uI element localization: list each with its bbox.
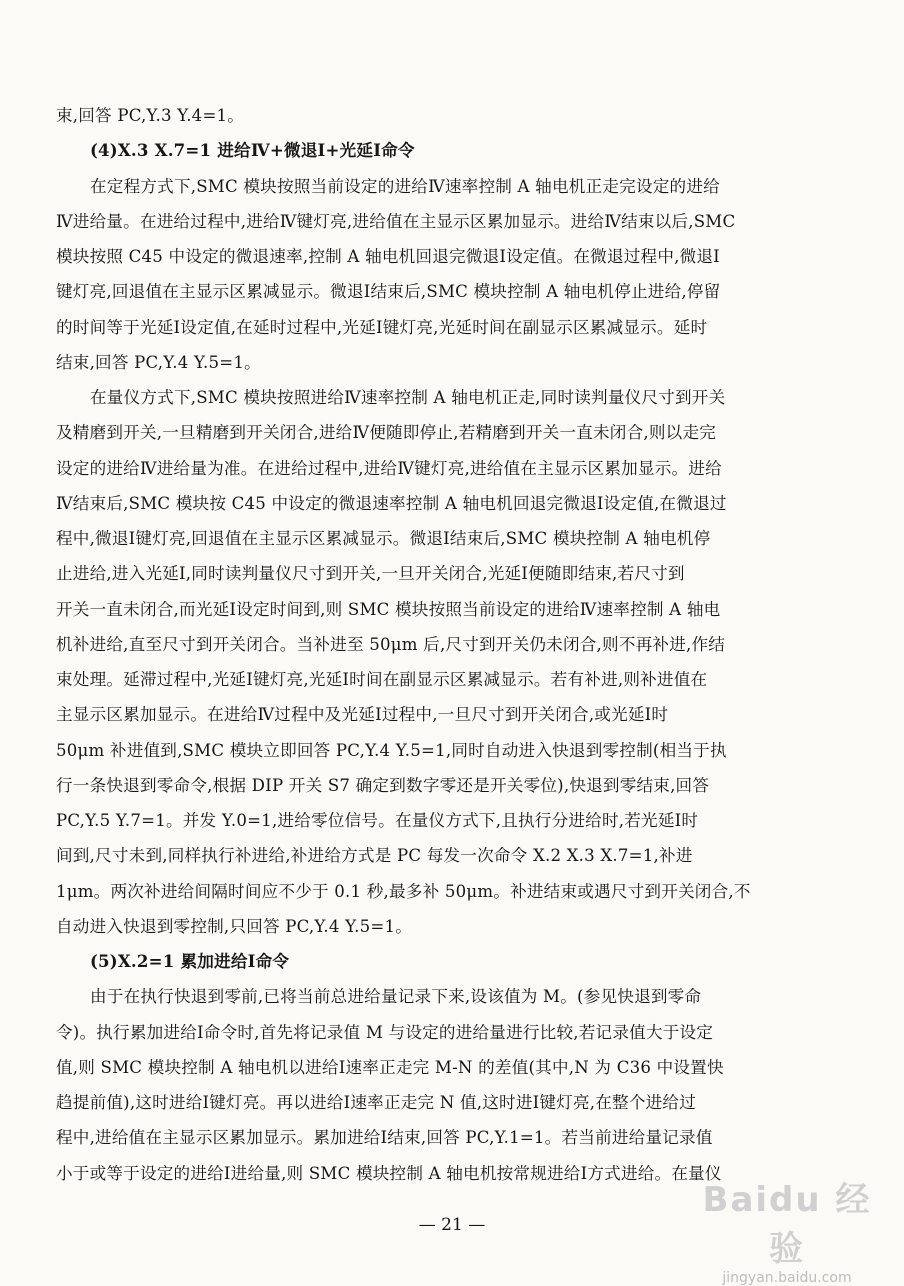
text-line-10: 及精磨到开关,一旦精磨到开关闭合,进给Ⅳ便随即停止,若精磨到开关一直未闭合,则以走完 — [56, 423, 717, 443]
section-heading-5: (5)X.2=1 累加进给Ⅰ命令 — [90, 951, 290, 971]
text-line-22: 间到,尺寸未到,同样执行补进给,补进给方式是 PC 每发一次命令 X.2 X.3 X.7=1,补进 — [56, 846, 693, 866]
text-line-3: 在定程方式下,SMC 模块按照当前设定的进给Ⅳ速率控制 A 轴电机正走完设定的进给 — [90, 176, 720, 196]
watermark — [692, 1172, 882, 1286]
text-line-11: 设定的进给Ⅳ进给量为准。在进给过程中,进给Ⅳ键灯亮,进给值在主显示区累加显示。进给 — [56, 458, 722, 478]
text-line-7: 的时间等于光延Ⅰ设定值,在延时过程中,光延Ⅰ键灯亮,光延时间在副显示区累减显示。延时 — [56, 317, 708, 337]
text-line-17: 束处理。延滞过程中,光延Ⅰ键灯亮,光延Ⅰ时间在副显示区累减显示。若有补进,则补进值在 — [56, 670, 708, 689]
document-page — [56, 98, 846, 1191]
text-line-31: 小于或等于设定的进给Ⅰ进给量,则 SMC 模块控制 A 轴电机按常规进给Ⅰ方式进给。在量仪 — [56, 1163, 722, 1183]
text-line-8: 结束,回答 PC,Y.4 Y.5=1。 — [56, 352, 261, 372]
watermark-logo: Baidu 经验 — [702, 1180, 872, 1269]
text-line-18: 主显示区累加显示。在进给Ⅳ过程中及光延Ⅰ过程中,一旦尺寸到开关闭合,或光延Ⅰ时 — [56, 705, 669, 725]
page-number: — 21 — — [418, 1215, 486, 1235]
text-line-14: 止进给,进入光延Ⅰ,同时读判量仪尺寸到开关,一旦开关闭合,光延Ⅰ便随即结束,若尺寸到 — [56, 564, 685, 584]
text-line-27: 令)。执行累加进给Ⅰ命令时,首先将记录值 M 与设定的进给量进行比较,若记录值大于设定 — [56, 1022, 714, 1042]
text-line-30: 程中,进给值在主显示区累加显示。累加进给Ⅰ结束,回答 PC,Y.1=1。若当前进给量记录值 — [56, 1128, 713, 1148]
watermark-url: jingyan.baidu.com — [722, 1270, 852, 1286]
text-line-26: 由于在执行快退到零前,已将当前总进给量记录下来,设该值为 M。(参见快退到零命 — [90, 987, 702, 1007]
text-line-23: 1μm。两次补进给间隔时间应不少于 0.1 秒,最多补 50μm。补进结束或遇尺寸到开关闭合,不 — [56, 881, 751, 901]
text-line-29: 趋提前值),这时进给Ⅰ键灯亮。再以进给Ⅰ速率正走完 N 值,这时进Ⅰ键灯亮,在整个进给过 — [56, 1093, 697, 1112]
text-line-13: 程中,微退Ⅰ键灯亮,回退值在主显示区累减显示。微退Ⅰ结束后,SMC 模块控制 A 轴电机停 — [56, 529, 711, 548]
text-line-1: 束,回答 PC,Y.3 Y.4=1。 — [56, 106, 245, 125]
text-line-5: 模块按照 C45 中设定的微退速率,控制 A 轴电机回退完微退Ⅰ设定值。在微退过程中,微退Ⅰ — [56, 247, 720, 266]
text-line-15: 开关一直未闭合,而光延Ⅰ设定时间到,则 SMC 模块按照当前设定的进给Ⅳ速率控制 A 轴电 — [56, 599, 721, 619]
text-line-19: 50μm 补进值到,SMC 模块立即回答 PC,Y.4 Y.5=1,同时自动进入快退到零控制(相当于执 — [56, 740, 727, 760]
text-line-6: 键灯亮,回退值在主显示区累减显示。微退Ⅰ结束后,SMC 模块控制 A 轴电机停止进给,停留 — [56, 282, 721, 302]
text-line-21: PC,Y.5 Y.7=1。并发 Y.0=1,进给零位信号。在量仪方式下,且执行分进给时,若光延Ⅰ时 — [56, 811, 699, 830]
text-line-12: Ⅳ结束后,SMC 模块按 C45 中设定的微退速率控制 A 轴电机回退完微退Ⅰ设定值,在微退过 — [56, 493, 727, 513]
section-heading-4: (4)X.3 X.7=1 进给Ⅳ+微退Ⅰ+光延Ⅰ命令 — [90, 140, 415, 161]
text-line-4: Ⅳ进给量。在进给过程中,进给Ⅳ键灯亮,进给值在主显示区累加显示。进给Ⅳ结束以后,SMC — [56, 211, 736, 231]
text-line-28: 值,则 SMC 模块控制 A 轴电机以进给Ⅰ速率正走完 M-N 的差值(其中,N 为 C36 中设置快 — [56, 1057, 724, 1077]
text-line-16: 机补进给,直至尺寸到开关闭合。当补进至 50μm 后,尺寸到开关仍未闭合,则不再补进,作结 — [56, 634, 726, 654]
text-line-24: 自动进入快退到零控制,只回答 PC,Y.4 Y.5=1。 — [56, 916, 413, 936]
text-line-9: 在量仪方式下,SMC 模块按照进给Ⅳ速率控制 A 轴电机正走,同时读判量仪尺寸到开关 — [90, 388, 726, 407]
text-line-20: 行一条快退到零命令,根据 DIP 开关 S7 确定到数字零还是开关零位),快退到零结束,回答 — [56, 775, 710, 795]
